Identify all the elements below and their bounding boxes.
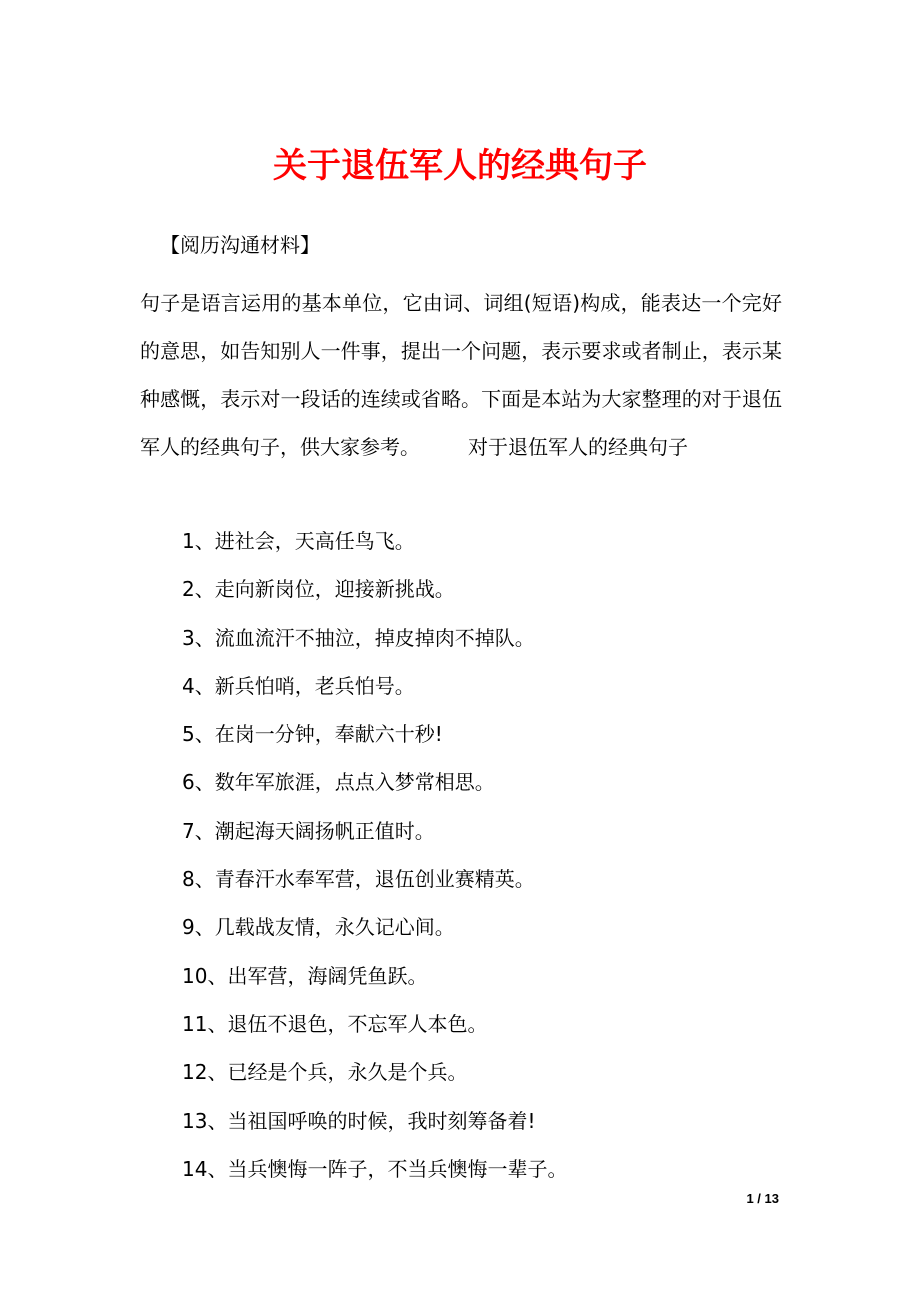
sentence-list: [182, 517, 567, 1193]
list-item: 6、数年军旅涯，点点入梦常相思。: [182, 770, 495, 795]
list-item: 13、当祖国呼唤的时候，我时刻筹备着!: [182, 1108, 536, 1133]
intro-main-text: 句子是语言运用的基本单位，它由词、词组(短语)构成，能表达一个完好的意思，如告知别人一件事，提出一个问题，表示要求或者制止，表示某种感慨，表示对一段话的连续或省略。下面是本站为大家整理的对于退伍军人的经典句子，供大家参考。: [140, 291, 782, 459]
list-item: 8、青春汗水奉军营，退伍创业赛精英。: [182, 867, 535, 892]
list-item: 1、进社会，天高任鸟飞。: [182, 529, 415, 553]
intro-paragraph: [140, 279, 782, 471]
list-item: 9、几载战友情，永久记心间。: [182, 915, 455, 940]
intro-tail-text: 对于退伍军人的经典句子: [468, 435, 688, 459]
list-item: 4、新兵怕哨，老兵怕号。: [182, 673, 415, 698]
list-item: 3、流血流汗不抽泣，掉皮掉肉不掉队。: [182, 625, 535, 650]
list-item: 14、当兵懊悔一阵子，不当兵懊悔一辈子。: [182, 1156, 568, 1181]
list-item: 7、潮起海天阔扬帆正值时。: [182, 818, 435, 843]
section-label: 【阅历沟通材料】: [160, 233, 320, 257]
list-item: 12、已经是个兵，永久是个兵。: [182, 1060, 468, 1085]
list-item: 10、出军营，海阔凭鱼跃。: [182, 963, 428, 988]
page-number: 1 / 13: [746, 1191, 779, 1206]
list-item: 5、在岗一分钟，奉献六十秒!: [182, 722, 443, 747]
list-item: 2、走向新岗位，迎接新挑战。: [182, 577, 455, 602]
list-item: 11、退伍不退色，不忘军人本色。: [182, 1011, 488, 1036]
document-title: 关于退伍军人的经典句子: [273, 146, 647, 186]
